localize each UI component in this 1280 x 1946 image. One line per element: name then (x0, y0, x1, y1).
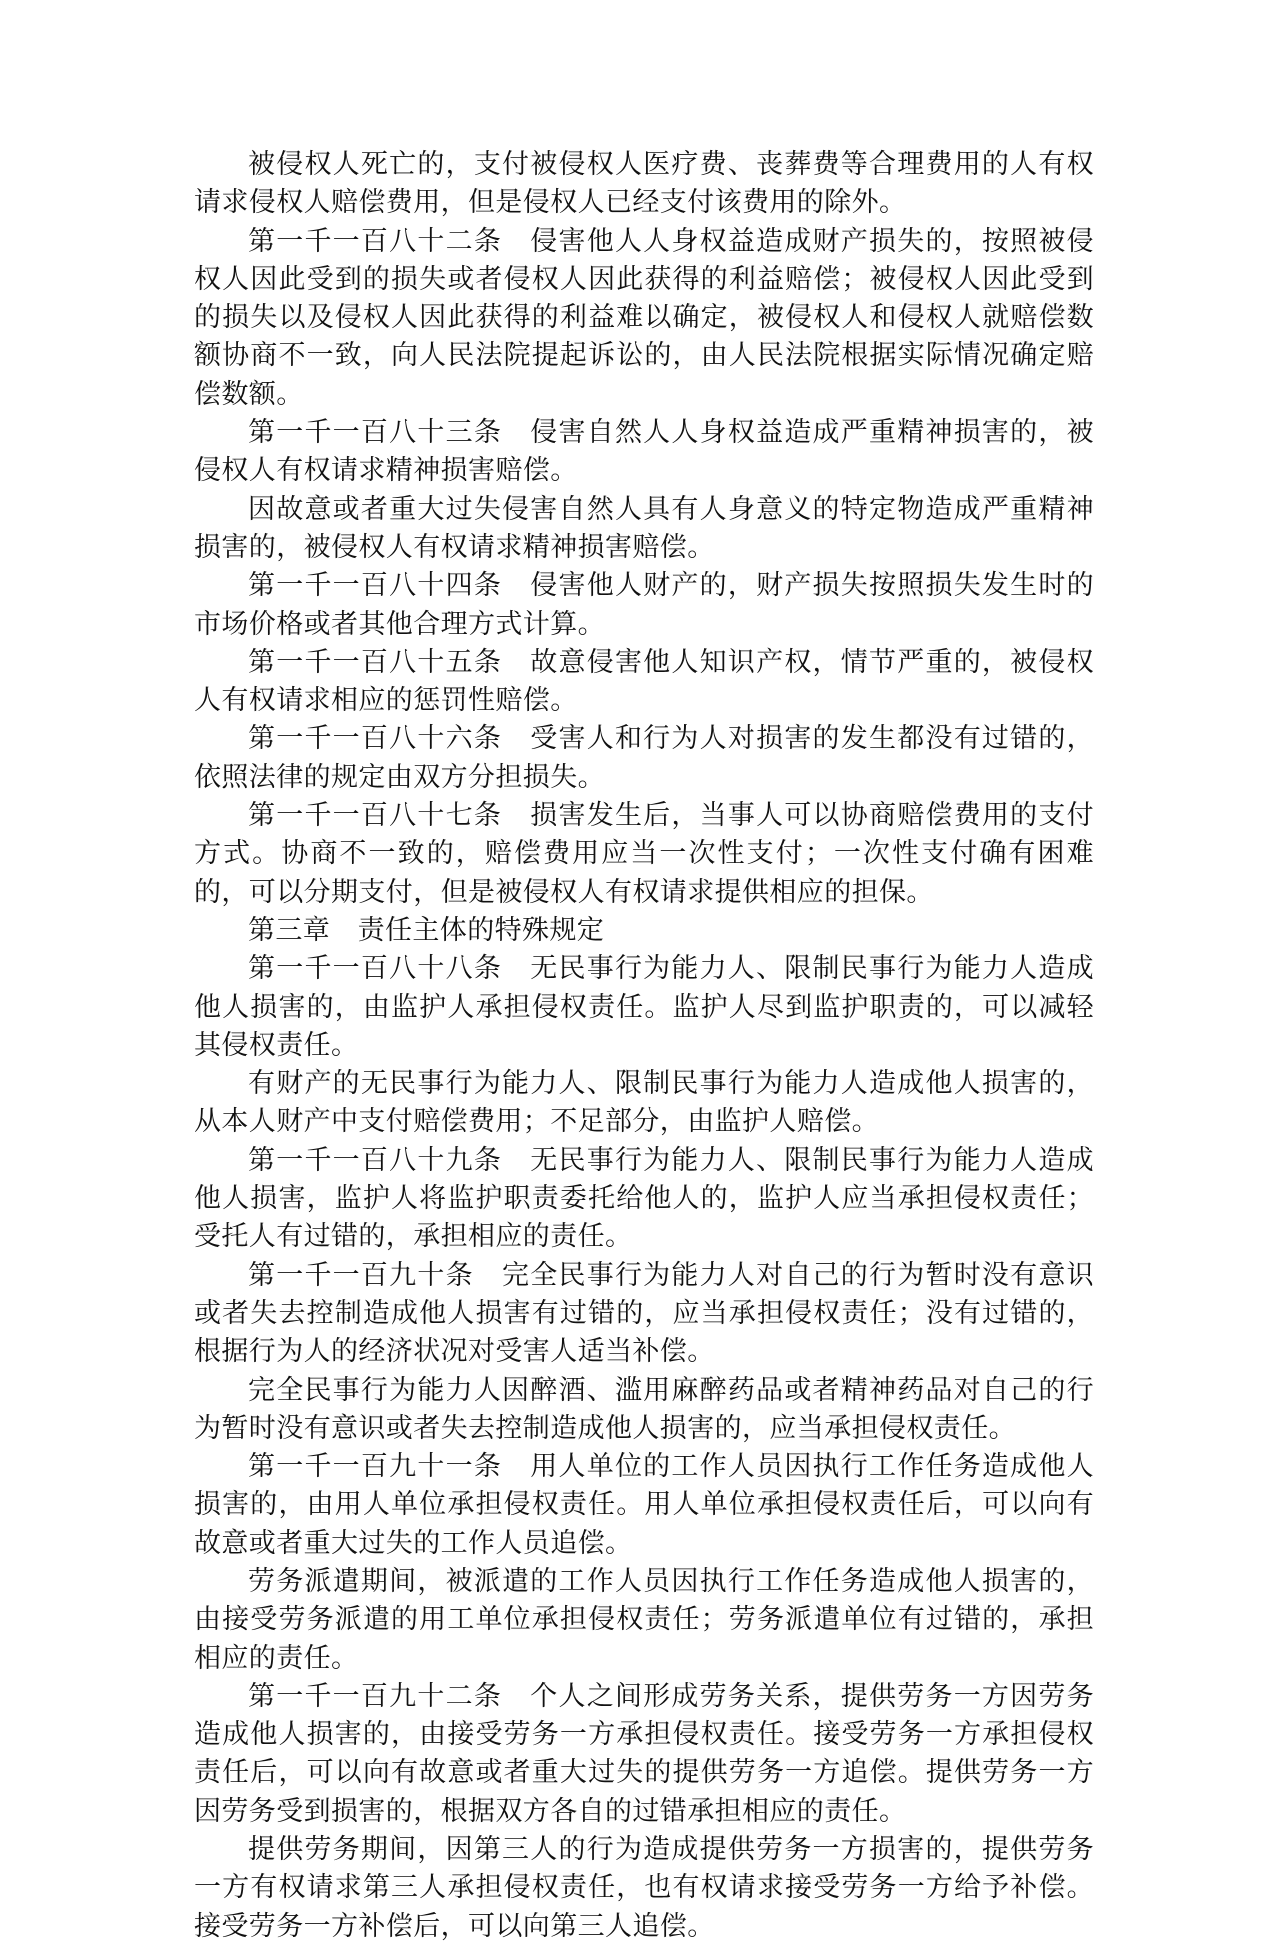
paragraph: 劳务派遣期间，被派遣的工作人员因执行工作任务造成他人损害的，由接受劳务派遣的用工单位承担侵权责任；劳务派遣单位有过错的，承担相应的责任。 (194, 1565, 1094, 1674)
document-body (194, 146, 1094, 1946)
article-1187: 第一千一百八十七条 损害发生后，当事人可以协商赔偿费用的支付方式。协商不一致的，赔偿费用应当一次性支付；一次性支付确有困难的，可以分期支付，但是被侵权人有权请求提供相应的担保。 (194, 800, 1094, 908)
article-1183: 第一千一百八十三条 侵害自然人人身权益造成严重精神损害的，被侵权人有权请求精神损害赔偿。 (194, 417, 1094, 487)
paragraph: 有财产的无民事行为能力人、限制民事行为能力人造成他人损害的，从本人财产中支付赔偿费用；不足部分，由监护人赔偿。 (194, 1068, 1094, 1138)
article-1188: 第一千一百八十八条 无民事行为能力人、限制民事行为能力人造成他人损害的，由监护人承担侵权责任。监护人尽到监护职责的，可以减轻其侵权责任。 (194, 953, 1094, 1061)
article-1186: 第一千一百八十六条 受害人和行为人对损害的发生都没有过错的，依照法律的规定由双方分担损失。 (194, 723, 1094, 793)
paragraph: 完全民事行为能力人因醉酒、滥用麻醉药品或者精神药品对自己的行为暂时没有意识或者失去控制造成他人损害的，应当承担侵权责任。 (194, 1374, 1094, 1444)
article-1184: 第一千一百八十四条 侵害他人财产的，财产损失按照损失发生时的市场价格或者其他合理方式计算。 (194, 570, 1094, 640)
chapter-heading: 第三章 责任主体的特殊规定 (248, 914, 605, 946)
paragraph: 提供劳务期间，因第三人的行为造成提供劳务一方损害的，提供劳务一方有权请求第三人承担侵权责任，也有权请求接受劳务一方给予补偿。接受劳务一方补偿后，可以向第三人追偿。 (194, 1834, 1094, 1942)
paragraph: 因故意或者重大过失侵害自然人具有人身意义的特定物造成严重精神损害的，被侵权人有权请求精神损害赔偿。 (194, 493, 1094, 563)
paragraph: 被侵权人死亡的，支付被侵权人医疗费、丧葬费等合理费用的人有权请求侵权人赔偿费用，但是侵权人已经支付该费用的除外。 (194, 149, 1094, 219)
article-1185: 第一千一百八十五条 故意侵害他人知识产权，情节严重的，被侵权人有权请求相应的惩罚性赔偿。 (194, 646, 1094, 717)
article-1191: 第一千一百九十一条 用人单位的工作人员因执行工作任务造成他人损害的，由用人单位承担侵权责任。用人单位承担侵权责任后，可以向有故意或者重大过失的工作人员追偿。 (194, 1451, 1094, 1559)
article-1189: 第一千一百八十九条 无民事行为能力人、限制民事行为能力人造成他人损害，监护人将监护职责委托给他人的，监护人应当承担侵权责任；受托人有过错的，承担相应的责任。 (194, 1144, 1094, 1253)
article-1182: 第一千一百八十二条 侵害他人人身权益造成财产损失的，按照被侵权人因此受到的损失或者侵权人因此获得的利益赔偿；被侵权人因此受到的损失以及侵权人因此获得的利益难以确定，被侵权人和侵权人就赔偿数额协商不一致，向人民法院提起诉讼的，由人民法院根据实际情况确定赔偿数额。 (194, 225, 1094, 410)
article-1190: 第一千一百九十条 完全民事行为能力人对自己的行为暂时没有意识或者失去控制造成他人损害有过错的，应当承担侵权责任；没有过错的，根据行为人的经济状况对受害人适当补偿。 (194, 1259, 1094, 1368)
article-1192: 第一千一百九十二条 个人之间形成劳务关系，提供劳务一方因劳务造成他人损害的，由接受劳务一方承担侵权责任。接受劳务一方承担侵权责任后，可以向有故意或者重大过失的提供劳务一方追偿。提供劳务一方因劳务受到损害的，根据双方各自的过错承担相应的责任。 (194, 1680, 1094, 1827)
